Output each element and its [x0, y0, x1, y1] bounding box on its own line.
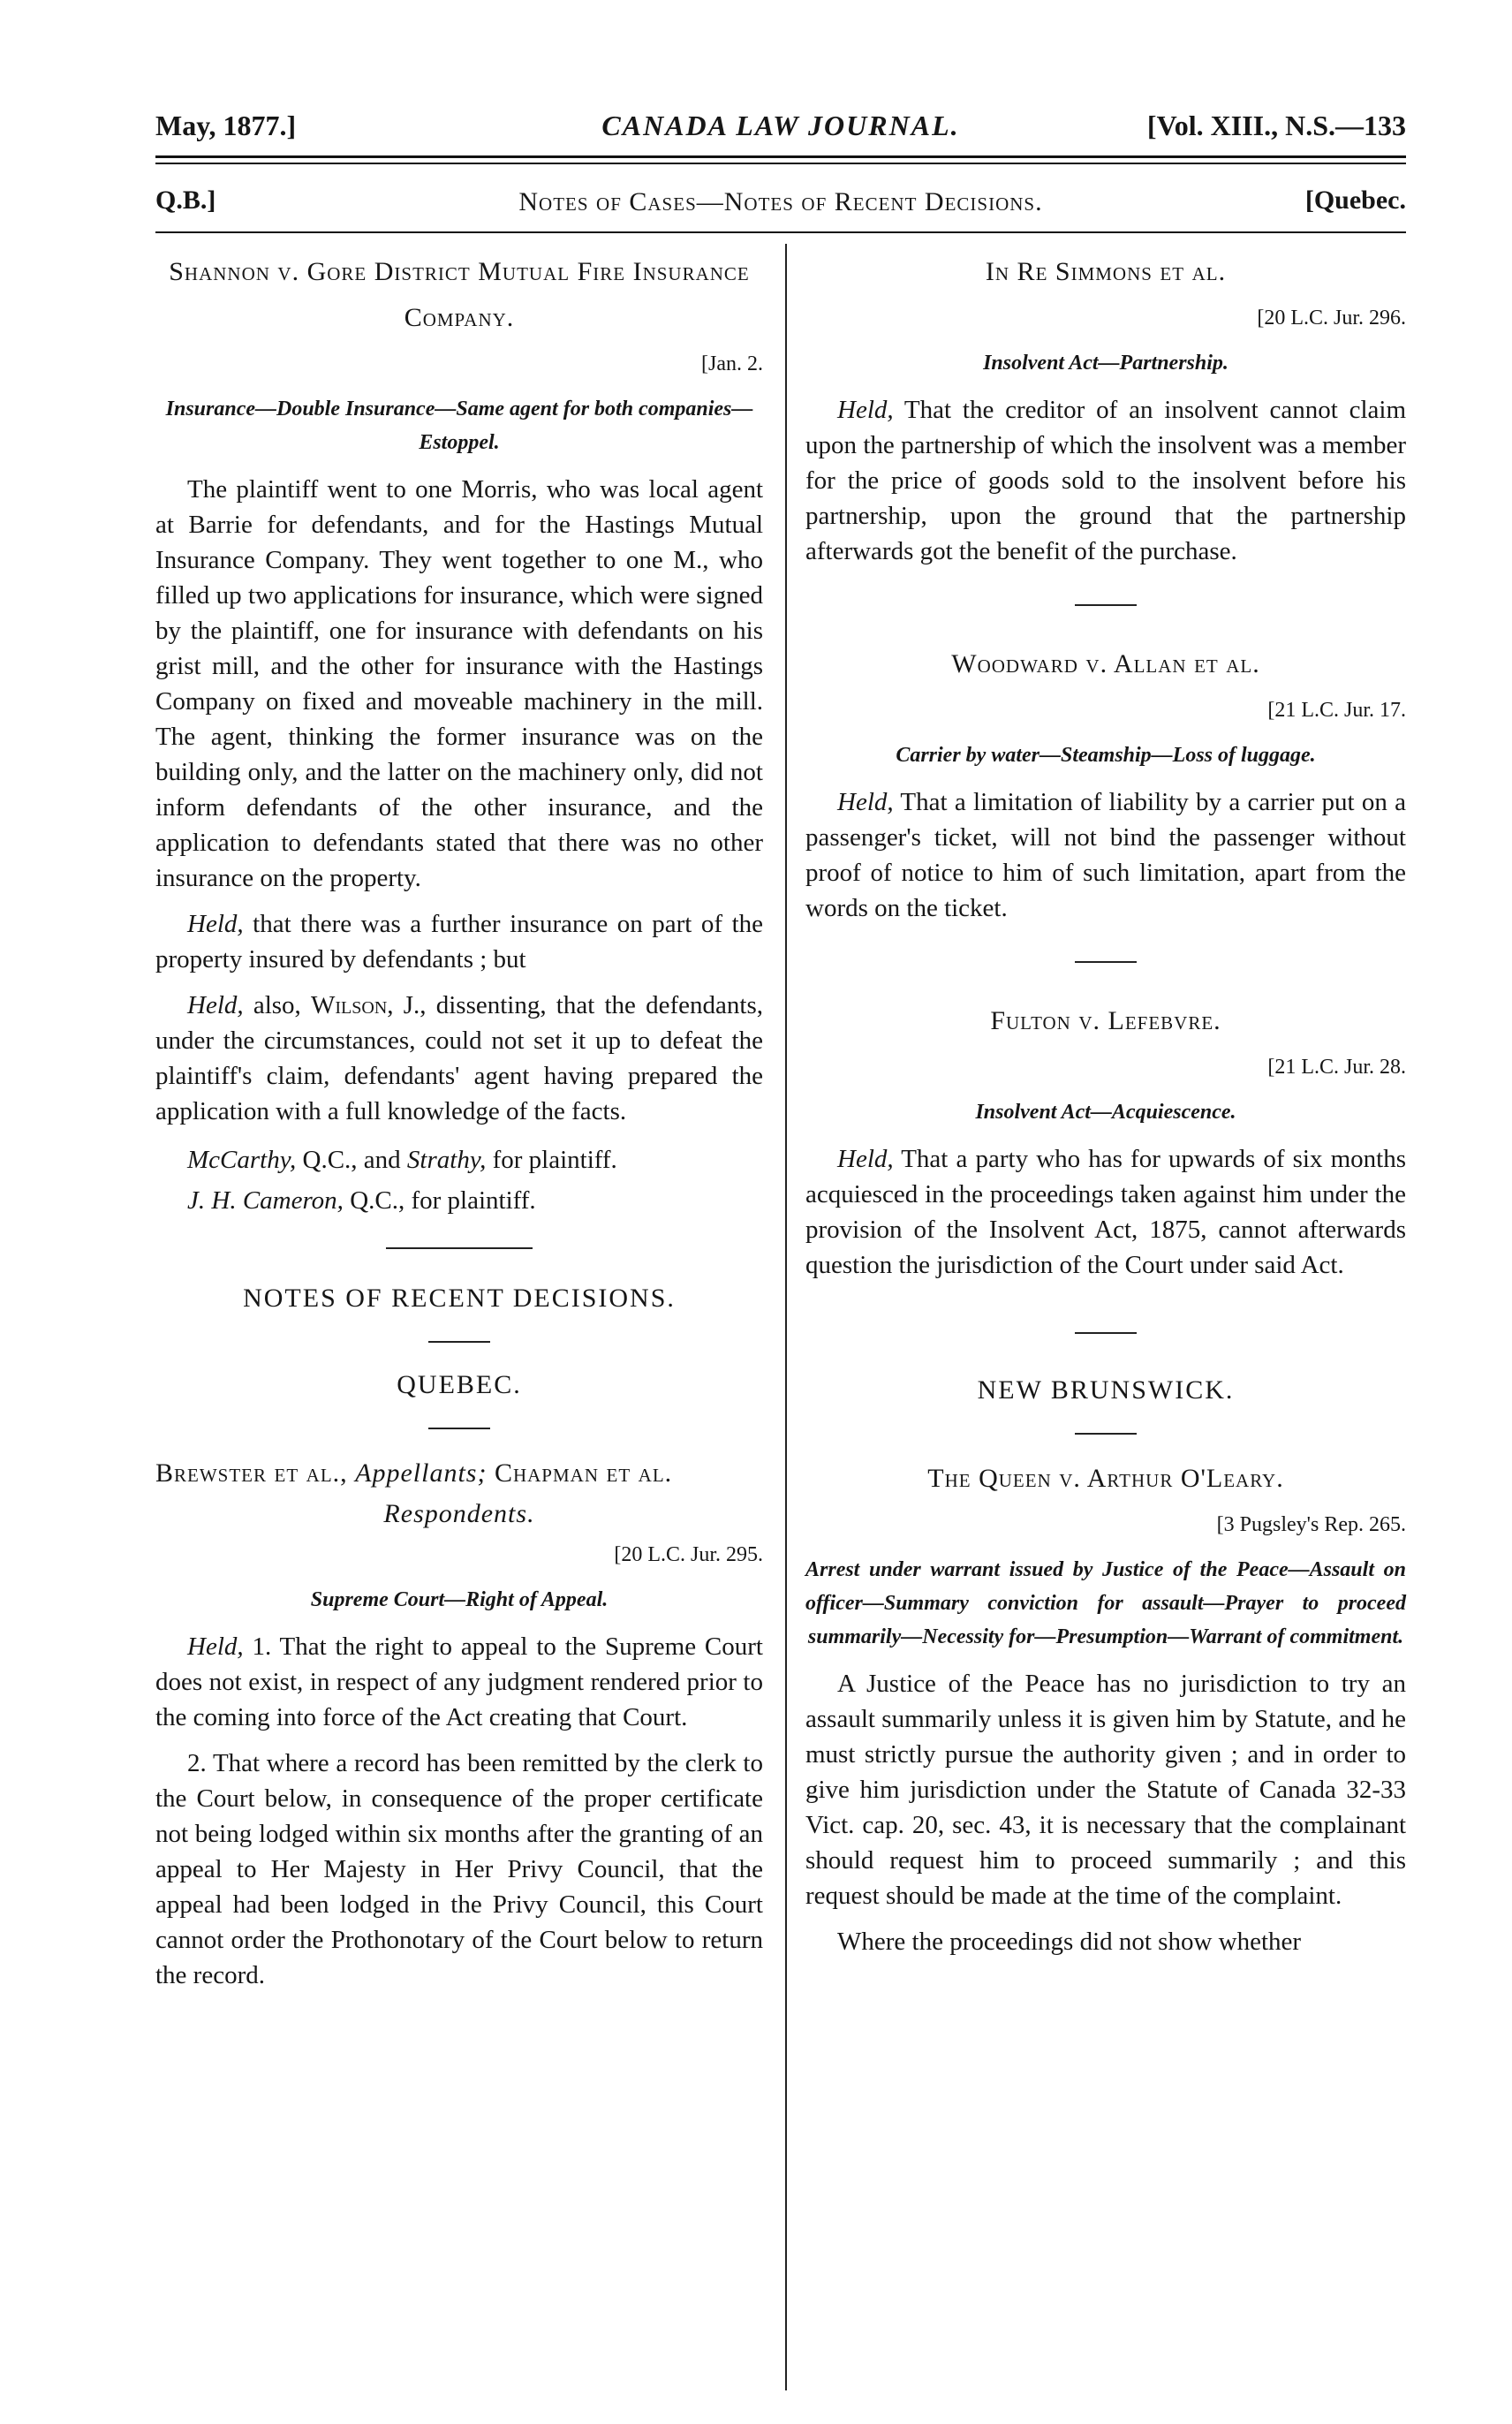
respondent-name: Chapman et al. — [494, 1458, 673, 1488]
province-heading: QUEBEC. — [397, 1370, 522, 1399]
appellant-name: Brewster et al., — [155, 1458, 348, 1488]
counsel-name: J. H. Cameron, — [187, 1186, 344, 1215]
case-oleary — [805, 1456, 1406, 1959]
counsel-role: Q.C., for plaintiff. — [343, 1186, 536, 1215]
case-title: Woodward v. Allan et al. — [951, 649, 1260, 678]
case-headnote: Insolvent Act—Partnership. — [983, 352, 1228, 375]
judge-name: Wilson, J. — [311, 991, 420, 1019]
subheader-rule — [155, 231, 1406, 233]
case-brewster — [155, 1451, 763, 1993]
party-role: Appellants; — [355, 1458, 488, 1488]
case-title: Shannon v. Gore District Mutual Fire Insurance Company. — [169, 257, 750, 332]
section-title: Notes of Cases—Notes of Recent Decisions. — [518, 187, 1043, 216]
case-citation: [21 L.C. Jur. 28. — [1267, 1056, 1406, 1079]
volume-page-number: [Vol. XIII., N.S.—133 — [1146, 110, 1406, 141]
holding-connector: also, — [243, 991, 312, 1019]
case-title — [155, 1451, 763, 1496]
court-abbrev: Q.B.] — [155, 186, 216, 215]
short-divider — [1075, 604, 1137, 606]
case-citation: [20 L.C. Jur. 295. — [614, 1543, 763, 1566]
holding-text: That a limitation of liability by a carrier put on a passenger's ticket, will not bind the passenger without proof of notice to him of such limitation, apart from the words on the ticket. — [805, 788, 1406, 922]
province-heading: NEW BRUNSWICK. — [977, 1375, 1235, 1405]
case-citation: [21 L.C. Jur. 17. — [1267, 699, 1406, 722]
left-column — [155, 249, 763, 2004]
holding-text: , dissenting, that the defendants, under the circumstances, could not set it up to defeat the plaintiff's claim, defendants' agent having prepared the application with a full knowledge of the facts. — [155, 991, 764, 1125]
case-title-cont — [155, 1496, 763, 1532]
issue-date: May, 1877.] — [155, 110, 297, 141]
case-citation: [3 Pugsley's Rep. 265. — [1216, 1513, 1406, 1536]
party-role: Respondents. — [383, 1499, 535, 1528]
notes-heading: NOTES OF RECENT DECISIONS. — [243, 1284, 676, 1313]
case-title: The Queen v. Arthur O'Leary. — [927, 1464, 1284, 1493]
holding — [805, 1141, 1406, 1283]
case-facts: The plaintiff went to one Morris, who was local agent at Barrie for defendants, and for the Hastings Mutual Insurance Company. They went together to one M., who filled up two applications for insurance, which were signed by the plaintiff, one for insurance with defendants on his grist mill, and the other for insurance with the Hastings Company on fixed and moveable machinery in the mill. The agent, thinking the former insurance was on the building only, and the latter on the machinery only, did not inform defendants of the other insurance, and the application to defendants stated that there was no other insurance on the property. — [155, 475, 763, 892]
held-word: Held, — [837, 1145, 894, 1173]
holding-text: That the creditor of an insolvent cannot claim upon the partnership of which the insolvent was a member for the price of goods sold to the insolvent before his partnership, upon the ground that the partnership afterwards got the benefit of the purchase. — [805, 396, 1406, 565]
short-divider — [1075, 1332, 1137, 1334]
case-headnote: Carrier by water—Steamship—Loss of luggage. — [896, 744, 1316, 767]
holding-dissent — [155, 988, 763, 1129]
holding — [155, 906, 763, 977]
case-shannon — [155, 249, 763, 1219]
header-rule — [155, 155, 1406, 158]
case-title: In Re Simmons et al. — [985, 257, 1227, 286]
held-word: Held, — [837, 396, 894, 424]
case-paragraph: A Justice of the Peace has no jurisdiction to try an assault summarily unless it is given him by Statute, and he must strictly pursue the authority given ; and in order to give him jurisdiction under the Statute of Canada 32-33 Vict. cap. 20, sec. 43, it is necessary that the complainant should request him to proceed summarily ; and this request should be made at the time of the complaint. — [805, 1670, 1406, 1910]
section-divider — [386, 1247, 533, 1249]
holding-text: 1. That the right to appeal to the Supreme Court does not exist, in respect of any judgment rendered prior to the coming into force of the Act creating that Court. — [155, 1632, 763, 1731]
case-headnote: Arrest under warrant issued by Justice of the Peace—Assault on officer—Summary conviction for assault—Prayer to proceed summarily—Necessity for—Presumption—Warrant of commitment. — [805, 1558, 1406, 1648]
holding — [805, 784, 1406, 926]
short-divider — [1075, 1433, 1137, 1435]
held-word: Held, — [837, 788, 894, 816]
case-simmons — [805, 249, 1406, 569]
case-woodward — [805, 641, 1406, 926]
holding-text: That a party who has for upwards of six months acquiesced in the proceedings taken against him under the provision of the Insolvent Act, 1875, cannot afterwards question the jurisdiction of the Court under said Act. — [805, 1145, 1406, 1279]
header-rule — [155, 163, 1406, 164]
counsel-connector: Q.C., and — [296, 1146, 407, 1174]
counsel-name: McCarthy, — [187, 1146, 297, 1174]
running-head — [155, 104, 1406, 147]
held-word: Held, — [187, 991, 244, 1019]
held-word: Held, — [187, 1632, 244, 1661]
counsel-line — [155, 1182, 763, 1219]
right-column — [805, 249, 1406, 1970]
case-fulton — [805, 998, 1406, 1283]
case-title: Fulton v. Lefebvre. — [990, 1006, 1221, 1035]
holding-text: that there was a further insurance on part of the property insured by defendants ; but — [155, 910, 763, 973]
column-divider — [785, 244, 787, 2390]
case-headnote: Insolvent Act—Acquiescence. — [975, 1101, 1236, 1124]
counsel-role: for plaintiff. — [486, 1146, 617, 1174]
counsel-line — [155, 1141, 763, 1178]
case-citation: [20 L.C. Jur. 296. — [1257, 307, 1406, 330]
holding-point-2: 2. That where a record has been remitted by the clerk to the Court below, in consequence of the proper certificate not being lodged within six months after the granting of an appeal to Her Majesty in Her Privy Council, that the appeal had been lodged in the Privy Council, this Court cannot order the Prothonotary of the Court below to return the record. — [155, 1749, 763, 1989]
short-divider — [428, 1428, 490, 1429]
journal-title: CANADA LAW JOURNAL. — [601, 110, 960, 141]
case-headnote: Insurance—Double Insurance—Same agent for both companies—Estoppel. — [165, 398, 753, 454]
holding — [805, 392, 1406, 569]
case-date: [Jan. 2. — [701, 352, 763, 375]
counsel-name: Strathy, — [406, 1146, 487, 1174]
province-label: [Quebec. — [1304, 186, 1406, 215]
case-paragraph: Where the proceedings did not show whether — [837, 1928, 1302, 1956]
case-headnote: Supreme Court—Right of Appeal. — [310, 1588, 609, 1611]
section-head — [155, 182, 1406, 226]
holding — [155, 1629, 763, 1735]
short-divider — [428, 1341, 490, 1343]
short-divider — [1075, 961, 1137, 963]
held-word: Held, — [187, 910, 244, 938]
